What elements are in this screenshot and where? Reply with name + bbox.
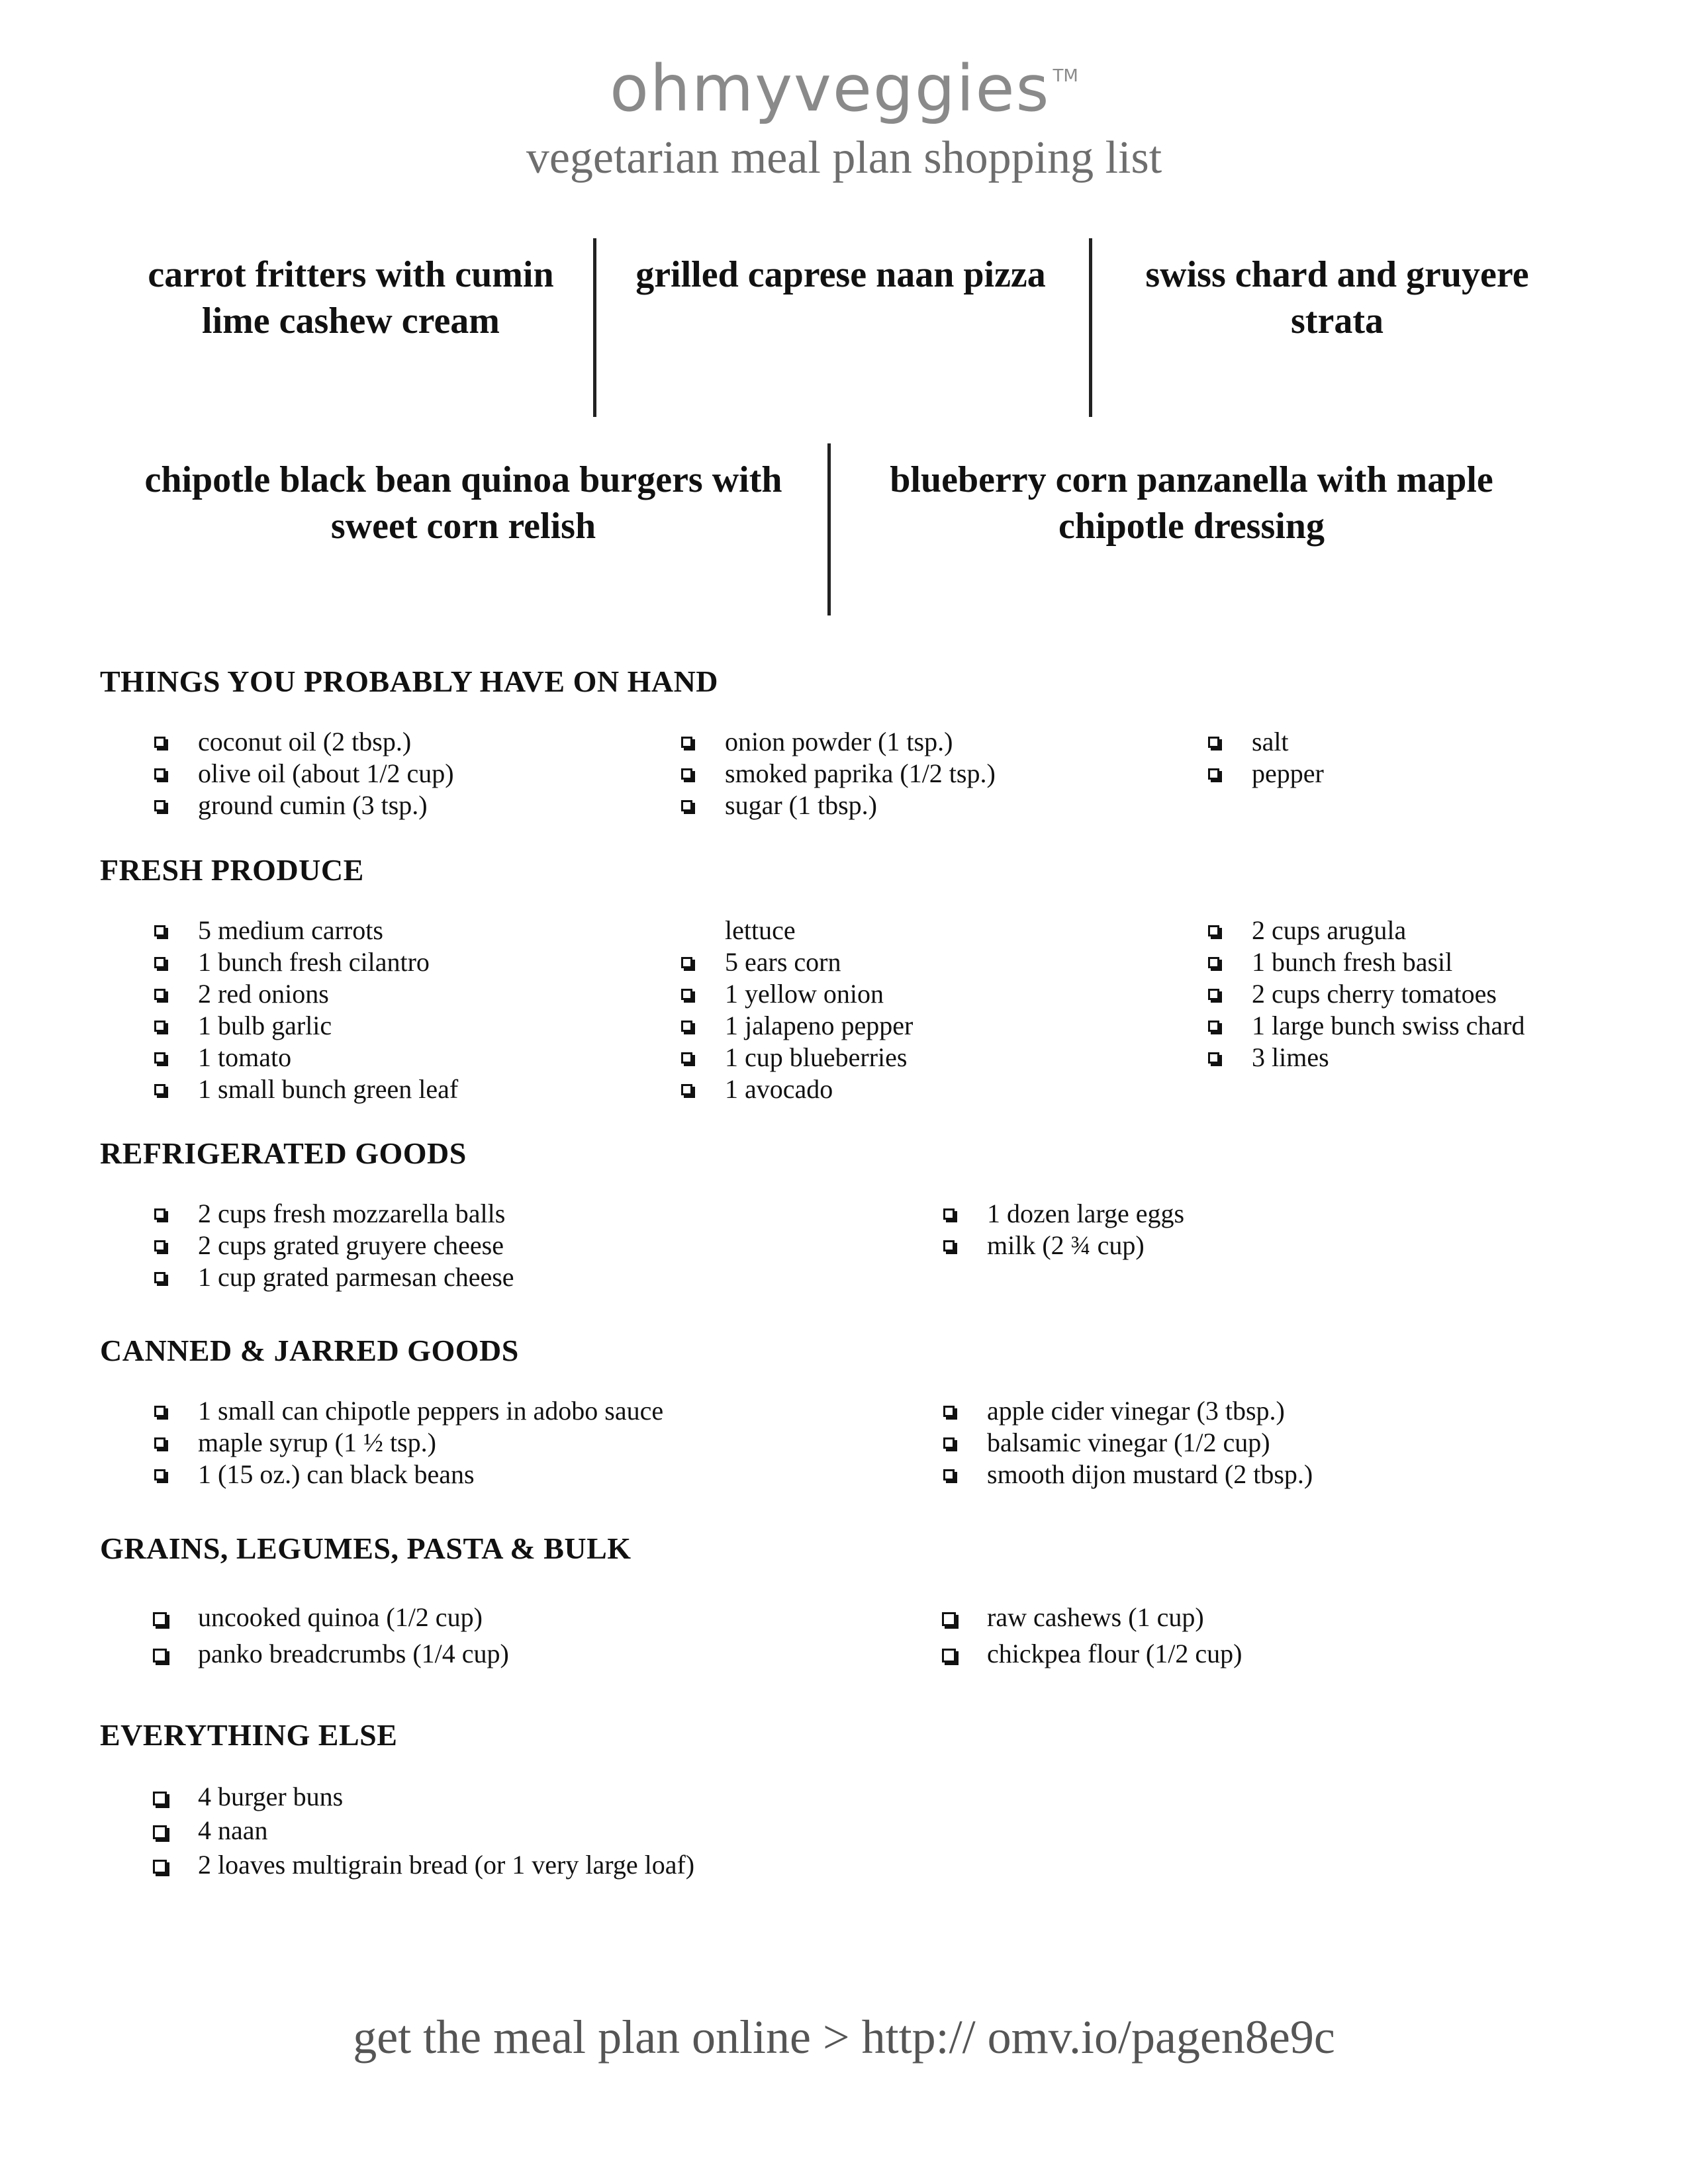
- list-item: 1 jalapeno pepper: [725, 1011, 914, 1040]
- list-item: smoked paprika (1/2 tsp.): [725, 758, 996, 788]
- recipe-title-black-bean-burgers: chipotle black bean quinoa burgers with sweet corn relish: [144, 459, 782, 547]
- checkbox[interactable]: [942, 1612, 956, 1626]
- list-item: 2 loaves multigrain bread (or 1 very large loaf): [198, 1850, 695, 1880]
- section-title-canned: CANNED & JARRED GOODS: [100, 1334, 519, 1367]
- list-item: milk (2 ¾ cup): [987, 1230, 1145, 1260]
- list-item: 5 medium carrots: [198, 915, 383, 945]
- checkbox[interactable]: [154, 925, 165, 936]
- list-item: 1 cup blueberries: [725, 1042, 908, 1072]
- checkbox[interactable]: [154, 1021, 165, 1032]
- list-item: smooth dijon mustard (2 tbsp.): [987, 1459, 1313, 1489]
- list-item: coconut oil (2 tbsp.): [198, 727, 412, 756]
- list-item: panko breadcrumbs (1/4 cup): [198, 1639, 509, 1668]
- checkbox[interactable]: [153, 1792, 167, 1805]
- checkbox[interactable]: [943, 1437, 955, 1449]
- section-title-refrigerated: REFRIGERATED GOODS: [100, 1136, 467, 1170]
- list-item: 1 tomato: [198, 1042, 292, 1072]
- checkbox[interactable]: [153, 1825, 167, 1839]
- checkbox[interactable]: [154, 1052, 165, 1064]
- section-title-on-hand: THINGS YOU PROBABLY HAVE ON HAND: [100, 664, 719, 698]
- checkbox[interactable]: [1208, 768, 1219, 780]
- recipe-title-blueberry-panzanella: blueberry corn panzanella with maple chipotle dressing: [890, 459, 1493, 547]
- list-item: olive oil (about 1/2 cup): [198, 758, 454, 788]
- checkbox[interactable]: [154, 1272, 165, 1283]
- list-item: 2 cups cherry tomatoes: [1252, 979, 1497, 1009]
- list-item: 1 cup grated parmesan cheese: [198, 1262, 514, 1292]
- checkbox[interactable]: [681, 737, 692, 748]
- checkbox[interactable]: [153, 1649, 167, 1662]
- checkbox[interactable]: [943, 1406, 955, 1417]
- list-item: 1 yellow onion: [725, 979, 884, 1009]
- checkbox[interactable]: [943, 1240, 955, 1251]
- checkbox[interactable]: [681, 957, 692, 968]
- list-item: chickpea flour (1/2 cup): [987, 1639, 1243, 1668]
- checkbox[interactable]: [1208, 1021, 1219, 1032]
- footer-link-text[interactable]: get the meal plan online > http:// omv.io/pagen8e9c: [353, 2011, 1335, 2064]
- list-item: 1 dozen large eggs: [987, 1199, 1185, 1228]
- list-item: onion powder (1 tsp.): [725, 727, 953, 756]
- recipe-title-carrot-fritters: carrot fritters with cumin lime cashew cream: [148, 254, 554, 341]
- checkbox[interactable]: [154, 800, 165, 811]
- list-item: 1 (15 oz.) can black beans: [198, 1459, 475, 1489]
- checkbox[interactable]: [154, 1406, 165, 1417]
- checkbox[interactable]: [943, 1469, 955, 1480]
- page-title: vegetarian meal plan shopping list: [526, 132, 1162, 183]
- checkbox[interactable]: [681, 1021, 692, 1032]
- list-item: 1 large bunch swiss chard: [1252, 1011, 1525, 1040]
- list-item: 2 cups arugula: [1252, 915, 1407, 945]
- checkbox[interactable]: [154, 1208, 165, 1220]
- list-item: apple cider vinegar (3 tbsp.): [987, 1396, 1285, 1426]
- checkbox[interactable]: [1208, 737, 1219, 748]
- checkbox[interactable]: [943, 1208, 955, 1220]
- checkbox[interactable]: [681, 800, 692, 811]
- list-item: ground cumin (3 tsp.): [198, 790, 428, 820]
- divider-line: [593, 238, 596, 417]
- list-item: 1 avocado: [725, 1074, 833, 1104]
- list-item: uncooked quinoa (1/2 cup): [198, 1602, 483, 1632]
- list-item: pepper: [1252, 758, 1324, 788]
- section-title-everything-else: EVERYTHING ELSE: [100, 1718, 398, 1752]
- list-item: balsamic vinegar (1/2 cup): [987, 1428, 1270, 1457]
- section-title-produce: FRESH PRODUCE: [100, 853, 364, 887]
- checkbox[interactable]: [1208, 957, 1219, 968]
- list-item: 1 small can chipotle peppers in adobo sauce: [198, 1396, 664, 1426]
- section-title-grains: GRAINS, LEGUMES, PASTA & BULK: [100, 1531, 632, 1565]
- checkbox[interactable]: [1208, 1052, 1219, 1064]
- list-item: 5 ears corn: [725, 947, 841, 977]
- checkbox[interactable]: [153, 1860, 167, 1874]
- list-item: salt: [1252, 727, 1289, 756]
- list-item: 4 burger buns: [198, 1782, 344, 1811]
- checkbox[interactable]: [681, 1084, 692, 1095]
- checkbox[interactable]: [154, 1084, 165, 1095]
- list-item: 1 bunch fresh cilantro: [198, 947, 430, 977]
- list-item: 1 bulb garlic: [198, 1011, 332, 1040]
- list-item: 2 cups grated gruyere cheese: [198, 1230, 504, 1260]
- checkbox[interactable]: [1208, 989, 1219, 1000]
- list-item: 1 small bunch green leaf: [198, 1074, 459, 1104]
- recipe-title-caprese-naan-pizza: grilled caprese naan pizza: [635, 254, 1046, 295]
- checkbox[interactable]: [153, 1612, 167, 1626]
- list-item: 2 cups fresh mozzarella balls: [198, 1199, 506, 1228]
- list-item: 2 red onions: [198, 979, 329, 1009]
- checkbox[interactable]: [154, 989, 165, 1000]
- logo-trademark: TM: [1053, 66, 1078, 86]
- checkbox[interactable]: [154, 1437, 165, 1449]
- list-item-continuation: lettuce: [725, 915, 796, 945]
- list-item: raw cashews (1 cup): [987, 1602, 1204, 1632]
- checkbox[interactable]: [681, 768, 692, 780]
- checkbox[interactable]: [154, 1240, 165, 1251]
- recipe-title-swiss-chard-strata: swiss chard and gruyere strata: [1145, 254, 1529, 341]
- logo: [0, 40, 1688, 125]
- checkbox[interactable]: [681, 1052, 692, 1064]
- checkbox[interactable]: [1208, 925, 1219, 936]
- checkbox[interactable]: [154, 957, 165, 968]
- list-item: 3 limes: [1252, 1042, 1329, 1072]
- divider-line: [1089, 238, 1092, 417]
- checkbox[interactable]: [154, 1469, 165, 1480]
- list-item: maple syrup (1 ½ tsp.): [198, 1428, 436, 1457]
- list-item: 4 naan: [198, 1815, 268, 1845]
- divider-line: [827, 443, 831, 615]
- list-item: sugar (1 tbsp.): [725, 790, 877, 820]
- checkbox[interactable]: [154, 768, 165, 780]
- logo-text: ohmyveggies: [610, 52, 1051, 126]
- checkbox[interactable]: [942, 1649, 956, 1662]
- checkbox[interactable]: [154, 737, 165, 748]
- list-item: 1 bunch fresh basil: [1252, 947, 1453, 977]
- checkbox[interactable]: [681, 989, 692, 1000]
